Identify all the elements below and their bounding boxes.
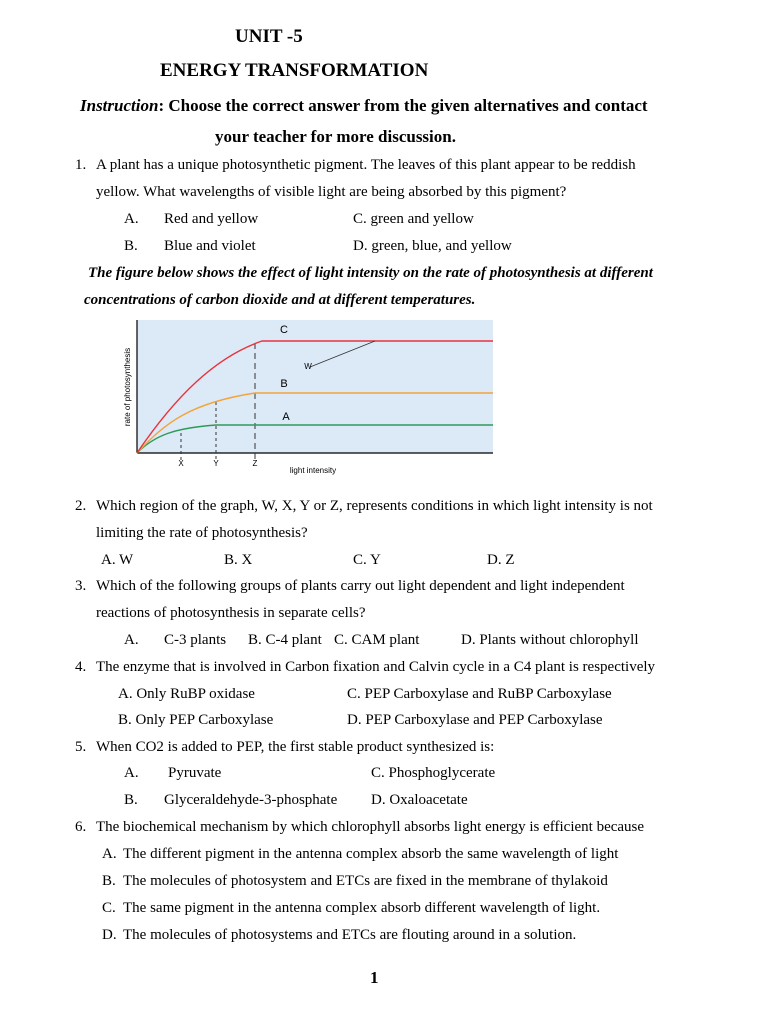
q1-option-b-letter: B. xyxy=(124,238,138,254)
q3-option-d: D. Plants without chlorophyll xyxy=(461,632,639,648)
instruction-text-1: Choose the correct answer from the given alternatives and contact xyxy=(164,96,648,115)
q6-option-c: The same pigment in the antenna complex absorb different wavelength of light. xyxy=(123,900,601,916)
q6-option-d-letter: D. xyxy=(102,927,117,943)
q3-option-c: C. CAM plant xyxy=(334,632,420,648)
q5-text-1: When CO2 is added to PEP, the first stable product synthesized is: xyxy=(96,739,495,755)
q1-text-1: A plant has a unique photosynthetic pigment. The leaves of this plant appear to be reddish xyxy=(96,157,636,173)
q6-text-1: The biochemical mechanism by which chlorophyll absorbs light energy is efficient because xyxy=(96,819,645,835)
q1-option-c: C. green and yellow xyxy=(353,211,474,227)
q5-option-d: D. Oxaloacetate xyxy=(371,792,468,808)
q6-option-d: The molecules of photosystems and ETCs are flouting around in a solution. xyxy=(123,927,577,943)
q1-option-a: Red and yellow xyxy=(164,211,259,227)
q6-option-a: The different pigment in the antenna complex absorb the same wavelength of light xyxy=(123,846,619,862)
q5-option-b: Glyceraldehyde-3-phosphate xyxy=(164,792,338,808)
q5-option-a-letter: A. xyxy=(124,765,139,781)
x-tick-y: Y xyxy=(213,459,219,468)
q1-number: 1. xyxy=(75,157,87,173)
q4-text-1: The enzyme that is involved in Carbon fixation and Calvin cycle in a C4 plant is respectively xyxy=(96,659,656,675)
figure-caption-1: The figure below shows the effect of light intensity on the rate of photosynthesis at different xyxy=(88,265,653,281)
q2-option-d: D. Z xyxy=(487,552,515,568)
q2-option-b: B. X xyxy=(224,552,253,568)
q4-option-a: A. Only RuBP oxidase xyxy=(118,686,255,702)
q3-option-a-letter: A. xyxy=(124,632,139,648)
q3-number: 3. xyxy=(75,578,87,594)
q5-option-b-letter: B. xyxy=(124,792,138,808)
q2-number: 2. xyxy=(75,498,87,514)
instruction-label: Instruction xyxy=(80,96,159,115)
q5-option-a: Pyruvate xyxy=(168,765,222,781)
q2-option-a: A. W xyxy=(101,552,134,568)
x-tick-z: Z xyxy=(252,459,258,468)
y-axis-label: rate of photosynthesis xyxy=(123,347,132,427)
chart-svg xyxy=(120,315,500,480)
q2-text-2: limiting the rate of photosynthesis? xyxy=(96,525,308,541)
page-title: ENERGY TRANSFORMATION xyxy=(160,60,429,81)
figure-caption-2: concentrations of carbon dioxide and at different temperatures. xyxy=(84,292,476,308)
curve-label-c: C xyxy=(280,324,288,336)
instruction-line-1 xyxy=(80,96,648,116)
photosynthesis-chart xyxy=(120,315,500,480)
q5-option-c: C. Phosphoglycerate xyxy=(371,765,496,781)
q3-text-1: Which of the following groups of plants carry out light dependent and light independent xyxy=(96,578,625,594)
q6-option-a-letter: A. xyxy=(102,846,117,862)
q3-option-a: C-3 plants xyxy=(164,632,227,648)
q2-text-1: Which region of the graph, W, X, Y or Z, represents conditions in which light intensity is not xyxy=(96,498,653,514)
q1-option-d: D. green, blue, and yellow xyxy=(353,238,512,254)
q3-text-2: reactions of photosynthesis in separate cells? xyxy=(96,605,366,621)
q4-number: 4. xyxy=(75,659,87,675)
q6-number: 6. xyxy=(75,819,87,835)
q4-option-c: C. PEP Carboxylase and RuBP Carboxylase xyxy=(347,686,612,702)
q4-option-d: D. PEP Carboxylase and PEP Carboxylase xyxy=(347,712,603,728)
x-tick-x: X xyxy=(178,459,184,468)
x-axis-label: light intensity xyxy=(289,466,337,475)
q3-option-b: B. C-4 plant xyxy=(248,632,322,648)
page-number: 1 xyxy=(370,968,379,987)
instruction-colon: : xyxy=(158,96,165,115)
annotation-w: W xyxy=(304,362,312,371)
q6-option-c-letter: C. xyxy=(102,900,116,916)
q1-option-b: Blue and violet xyxy=(164,238,256,254)
q6-option-b-letter: B. xyxy=(102,873,116,889)
curve-label-a: A xyxy=(282,411,290,423)
curve-label-b: B xyxy=(280,378,288,390)
instruction-line-2: your teacher for more discussion. xyxy=(215,127,456,146)
q1-text-2: yellow. What wavelengths of visible light are being absorbed by this pigment? xyxy=(96,184,567,200)
q5-number: 5. xyxy=(75,739,87,755)
q2-option-c: C. Y xyxy=(353,552,381,568)
unit-heading: UNIT -5 xyxy=(235,26,303,47)
q4-option-b: B. Only PEP Carboxylase xyxy=(118,712,274,728)
q6-option-b: The molecules of photosystem and ETCs are fixed in the membrane of thylakoid xyxy=(123,873,608,889)
q1-option-a-letter: A. xyxy=(124,211,139,227)
